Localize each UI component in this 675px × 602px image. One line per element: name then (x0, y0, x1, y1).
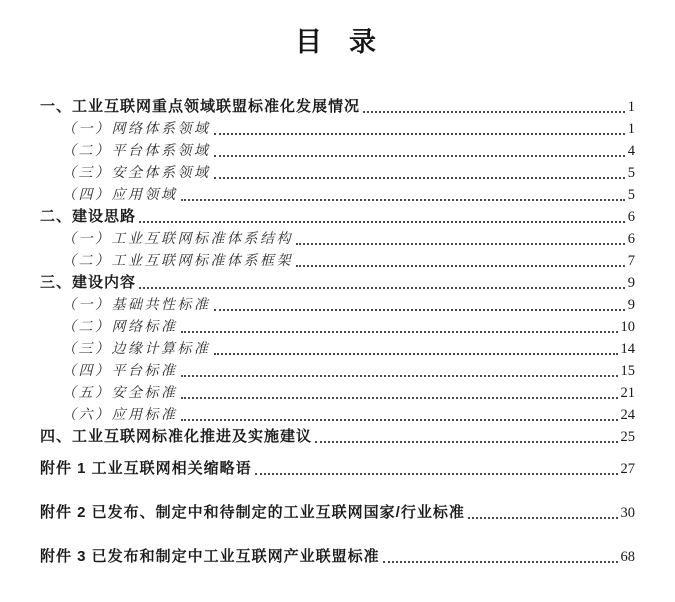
toc-entry-label: （三）边缘计算标准 (62, 341, 211, 357)
dot-leader (181, 397, 618, 399)
appendix-entry[interactable] (40, 501, 635, 523)
toc-entry[interactable] (40, 337, 635, 359)
toc-entry[interactable] (40, 95, 635, 117)
toc-entry-label: （二）平台体系领域 (62, 143, 211, 159)
toc-entry-label: （四）平台标准 (62, 363, 178, 379)
appendix-entry-label: 附件 3 已发布和制定中工业互联网产业联盟标准 (40, 548, 380, 565)
dot-leader (468, 517, 618, 519)
toc-entry-page: 9 (627, 297, 635, 313)
dot-leader (363, 111, 625, 113)
toc-entry-label: 三、建设内容 (40, 274, 137, 291)
dot-leader (214, 177, 625, 179)
toc-entry-page: 15 (620, 363, 635, 379)
toc-entry-label: （一）工业互联网标准体系结构 (62, 231, 293, 247)
dot-leader (214, 155, 625, 157)
dot-leader (181, 199, 625, 201)
toc-entry-page: 7 (627, 253, 635, 269)
toc-entry-label: （五）安全标准 (62, 385, 178, 401)
toc-entry-label: （二）工业互联网标准体系框架 (62, 253, 293, 269)
toc-entry[interactable] (40, 425, 635, 447)
dot-leader (315, 441, 617, 443)
toc-entry[interactable] (40, 403, 635, 425)
dot-leader (296, 265, 625, 267)
appendix-entry[interactable] (40, 545, 635, 567)
toc-entry-page: 1 (627, 99, 635, 115)
toc-entry-page: 4 (627, 143, 635, 159)
toc-entry-page: 5 (627, 187, 635, 203)
toc-entry-page: 9 (627, 275, 635, 291)
toc-entry-page: 6 (627, 231, 635, 247)
toc-entry[interactable] (40, 183, 635, 205)
appendix-entry[interactable] (40, 457, 635, 479)
toc-list (40, 95, 635, 447)
dot-leader (181, 375, 618, 377)
toc-entry[interactable] (40, 359, 635, 381)
dot-leader (214, 353, 618, 355)
toc-entry-label: 四、工业互联网标准化推进及实施建议 (40, 428, 313, 445)
toc-entry-label: （二）网络标准 (62, 319, 178, 335)
dot-leader (139, 287, 625, 289)
toc-entry-page: 1 (627, 121, 635, 137)
toc-entry[interactable] (40, 161, 635, 183)
toc-entry-label: （三）安全体系领域 (62, 165, 211, 181)
toc-entry[interactable] (40, 249, 635, 271)
toc-entry-page: 21 (620, 385, 635, 401)
toc-entry[interactable] (40, 315, 635, 337)
toc-entry-page: 10 (620, 319, 635, 335)
appendix-entry-label: 附件 1 工业互联网相关缩略语 (40, 460, 252, 477)
toc-entry-label: （六）应用标准 (62, 407, 178, 423)
toc-entry-label: 一、工业互联网重点领域联盟标准化发展情况 (40, 98, 361, 115)
appendix-entry-label: 附件 2 已发布、制定中和待制定的工业互联网国家/行业标准 (40, 504, 465, 521)
dot-leader (181, 331, 618, 333)
appendix-entry-page: 30 (620, 505, 635, 521)
toc-entry[interactable] (40, 271, 635, 293)
toc-entry[interactable] (40, 205, 635, 227)
toc-entry-label: 二、建设思路 (40, 208, 137, 225)
toc-entry-page: 25 (620, 429, 635, 445)
toc-entry-page: 24 (620, 407, 635, 423)
toc-entry-page: 6 (627, 209, 635, 225)
toc-entry-label: （一）基础共性标准 (62, 297, 211, 313)
toc-entry[interactable] (40, 139, 635, 161)
dot-leader (214, 309, 625, 311)
dot-leader (255, 473, 618, 475)
dot-leader (214, 133, 625, 135)
toc-entry-label: （四）应用领域 (62, 187, 178, 203)
toc-entry[interactable] (40, 227, 635, 249)
appendix-entry-page: 68 (620, 549, 635, 565)
toc-entry[interactable] (40, 293, 635, 315)
appendix-list (40, 457, 635, 567)
dot-leader (181, 419, 618, 421)
toc-entry-page: 5 (627, 165, 635, 181)
toc-entry[interactable] (40, 381, 635, 403)
dot-leader (139, 221, 625, 223)
dot-leader (383, 561, 618, 563)
page-title: 目 录 (294, 27, 380, 57)
appendix-entry-page: 27 (620, 461, 635, 477)
toc-entry-label: （一）网络体系领域 (62, 121, 211, 137)
toc-entry[interactable] (40, 117, 635, 139)
dot-leader (296, 243, 625, 245)
toc-entry-page: 14 (620, 341, 635, 357)
